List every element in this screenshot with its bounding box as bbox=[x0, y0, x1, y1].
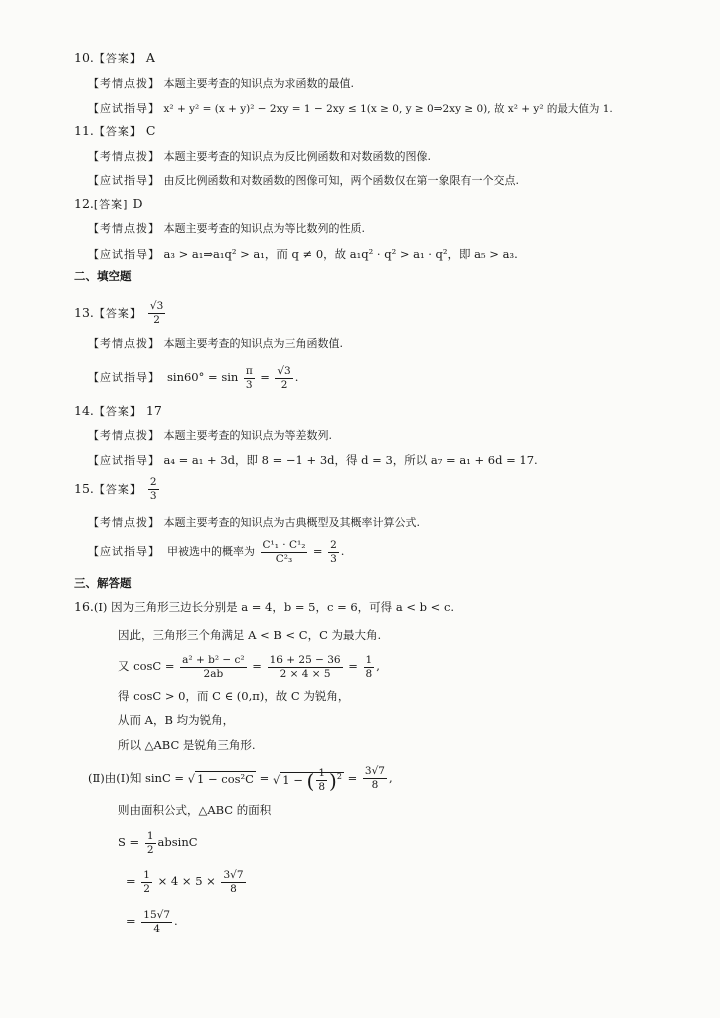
period: . bbox=[174, 914, 178, 928]
solution-text: 由(Ⅰ)知 sinC = bbox=[104, 770, 185, 785]
guide-text: 甲被选中的概率为 bbox=[167, 545, 255, 558]
answer-value: 17 bbox=[145, 403, 162, 418]
fraction-numerator: 2 bbox=[149, 476, 157, 488]
fraction bbox=[244, 365, 255, 392]
q12-kaoqing-line bbox=[88, 221, 365, 237]
section-solution-heading: 三、解答题 bbox=[74, 576, 132, 590]
q10-kaoqing-line bbox=[88, 76, 354, 92]
kaoqing-text: 本题主要考查的知识点为古典概型及其概率计算公式. bbox=[163, 516, 420, 529]
fraction bbox=[316, 767, 327, 794]
fraction bbox=[364, 654, 375, 681]
q12-answer-line bbox=[74, 196, 143, 213]
answer-tag: 【答案】 bbox=[93, 52, 142, 65]
fraction-numerator: 3√7 bbox=[364, 765, 385, 778]
fraction-numerator: 1 bbox=[143, 868, 150, 881]
kaoqing-text: 本题主要考查的知识点为等比数列的性质. bbox=[163, 222, 365, 235]
q16-line-6: 所以 △ABC 是锐角三角形. bbox=[118, 738, 256, 752]
q14-kaoqing-line bbox=[88, 428, 332, 444]
guide-tag: 【应试指导】 bbox=[88, 454, 160, 467]
fraction-numerator: C¹₁ · C¹₂ bbox=[262, 538, 306, 551]
comma: , bbox=[376, 659, 380, 673]
q14-answer-line bbox=[74, 403, 162, 420]
question-number: 13. bbox=[74, 305, 94, 320]
fraction bbox=[328, 539, 339, 566]
radicand bbox=[280, 767, 344, 794]
answer-fraction bbox=[148, 476, 159, 503]
q16-line-5: 从而 A，B 均为锐角， bbox=[118, 713, 235, 727]
solution-text: 又 cosC = bbox=[118, 659, 175, 673]
fraction-denominator: 8 bbox=[230, 882, 237, 895]
left-paren: ( bbox=[306, 768, 315, 793]
q10-guide-line bbox=[88, 101, 613, 117]
solution-text: 因为三角形三边长分别是 a = 4，b = 5，c = 6，可得 a < b < c. bbox=[111, 600, 455, 614]
fraction-denominator: 3 bbox=[330, 552, 337, 565]
answer-tag: 【答案】 bbox=[93, 483, 142, 496]
q11-answer-line bbox=[74, 123, 155, 140]
equals-sign: = bbox=[252, 659, 262, 673]
q15-guide-line bbox=[88, 536, 344, 567]
guide-tag: 【应试指导】 bbox=[88, 102, 160, 115]
kaoqing-text: 本题主要考查的知识点为三角函数值. bbox=[163, 337, 343, 350]
fraction-numerator: √3 bbox=[149, 300, 164, 312]
question-number: 11. bbox=[74, 123, 94, 138]
fraction bbox=[275, 365, 292, 392]
solution-text: absinC bbox=[157, 835, 198, 849]
fraction-numerator: √3 bbox=[277, 364, 291, 377]
guide-tag: 【应试指导】 bbox=[88, 248, 160, 261]
question-number: 16. bbox=[74, 599, 94, 614]
fraction bbox=[268, 654, 343, 681]
kaoqing-tag: 【考情点拨】 bbox=[88, 150, 160, 163]
period: . bbox=[294, 370, 299, 384]
fraction bbox=[145, 830, 156, 857]
kaoqing-tag: 【考情点拨】 bbox=[88, 429, 160, 442]
fraction-numerator: 2 bbox=[330, 538, 337, 551]
equals-sign: = bbox=[348, 659, 358, 673]
kaoqing-text: 本题主要考查的知识点为等差数列. bbox=[163, 429, 332, 442]
fraction-numerator: 16 + 25 − 36 bbox=[269, 653, 341, 666]
question-number: 14. bbox=[74, 403, 94, 418]
equals-sign: = bbox=[126, 874, 136, 888]
guide-tag: 【应试指导】 bbox=[88, 545, 160, 558]
fraction-numerator: 3√7 bbox=[223, 868, 244, 881]
answer-value: C bbox=[145, 123, 156, 138]
fraction-numerator: 1 bbox=[365, 653, 373, 666]
guide-tag: 【应试指导】 bbox=[88, 174, 160, 187]
guide-text: a₄ = a₁ + 3d，即 8 = −1 + 3d，得 d = 3，所以 a₇ = a₁ + 6d = 17. bbox=[163, 453, 538, 467]
q16-line-3 bbox=[118, 651, 380, 681]
fraction-denominator: 3 bbox=[245, 378, 253, 391]
exponent: 2 bbox=[336, 772, 342, 781]
kaoqing-text: 本题主要考查的知识点为反比例函数和对数函数的图像. bbox=[163, 150, 431, 163]
fraction-denominator: 2 × 4 × 5 bbox=[279, 667, 331, 680]
question-number: 10. bbox=[74, 50, 94, 65]
kaoqing-tag: 【考情点拨】 bbox=[88, 222, 160, 235]
fraction-denominator: 2 bbox=[153, 314, 160, 326]
fraction-denominator: 4 bbox=[153, 922, 160, 935]
section-fill-in-heading: 二、填空题 bbox=[74, 269, 132, 283]
guide-text: a₃ > a₁⇒a₁q² > a₁，而 q ≠ 0，故 a₁q² · q² > a₁ · q²，即 a₅ > a₃. bbox=[163, 247, 518, 261]
equals-sign: = bbox=[347, 770, 358, 785]
square-root: √ 1 − cos²C bbox=[187, 771, 254, 786]
equals-sign: = bbox=[312, 544, 323, 558]
fraction-denominator: 8 bbox=[365, 667, 373, 680]
q15-kaoqing-line bbox=[88, 515, 420, 531]
fraction-denominator: 2 bbox=[143, 882, 150, 895]
fraction-numerator: 1 bbox=[146, 829, 154, 842]
q13-answer-line bbox=[74, 298, 167, 329]
q16-line-10 bbox=[126, 866, 248, 896]
solution-text: × 4 × 5 × bbox=[157, 874, 216, 888]
fraction bbox=[180, 654, 246, 681]
answer-value: D bbox=[132, 196, 143, 211]
answer-tag: [答案] bbox=[93, 198, 129, 211]
answer-tag: 【答案】 bbox=[93, 125, 142, 138]
fraction-denominator: C²₃ bbox=[275, 552, 293, 565]
q14-guide-line bbox=[88, 452, 538, 469]
fraction bbox=[363, 765, 387, 792]
guide-tag: 【应试指导】 bbox=[88, 371, 160, 384]
q16-line-1 bbox=[74, 599, 454, 615]
q13-kaoqing-line bbox=[88, 336, 343, 352]
fraction-numerator: 15√7 bbox=[143, 908, 171, 921]
answer-tag: 【答案】 bbox=[93, 405, 142, 418]
answer-value: A bbox=[145, 50, 155, 65]
fraction bbox=[261, 539, 308, 566]
q16-line-4: 得 cosC > 0，而 C ∈ (0,π)，故 C 为锐角， bbox=[118, 689, 350, 703]
equals-sign: = bbox=[260, 370, 270, 384]
comma: , bbox=[388, 770, 393, 785]
kaoqing-tag: 【考情点拨】 bbox=[88, 516, 160, 529]
q16-line-9 bbox=[118, 827, 198, 857]
guide-text: x² + y² = (x + y)² − 2xy = 1 − 2xy ≤ 1(x ≥ 0, y ≥ 0⇒2xy ≥ 0), 故 x² + y² 的最大值为 1. bbox=[163, 103, 613, 115]
equals-sign: = bbox=[126, 914, 136, 928]
q16-line-8: 则由面积公式，△ABC 的面积 bbox=[118, 803, 272, 817]
fraction-numerator: 1 bbox=[318, 767, 326, 780]
part-label: (Ⅰ) bbox=[93, 600, 108, 614]
fraction-denominator: 3 bbox=[149, 490, 157, 502]
kaoqing-tag: 【考情点拨】 bbox=[88, 77, 160, 90]
q16-line-11 bbox=[126, 906, 178, 936]
fraction-numerator: π bbox=[245, 364, 253, 377]
kaoqing-tag: 【考情点拨】 bbox=[88, 337, 160, 350]
answer-fraction bbox=[148, 300, 165, 327]
q16-line-2: 因此，三角形三个角满足 A < B < C，C 为最大角. bbox=[118, 628, 382, 642]
solution-text: S = bbox=[118, 835, 140, 849]
question-number: 15. bbox=[74, 481, 94, 496]
fraction-denominator: 8 bbox=[318, 781, 326, 794]
radicand: 1 − cos²C bbox=[197, 771, 254, 786]
right-paren: ) bbox=[329, 768, 337, 793]
fraction-numerator: a² + b² − c² bbox=[182, 653, 245, 666]
q11-kaoqing-line bbox=[88, 149, 431, 165]
square-root: √ 1 − ( $\frac{1}{8}$ )$^2$ bbox=[272, 767, 342, 794]
guide-text: sin60° = sin bbox=[167, 370, 239, 384]
answer-tag: 【答案】 bbox=[93, 307, 142, 320]
fraction bbox=[141, 869, 152, 896]
fraction bbox=[141, 909, 172, 936]
kaoqing-text: 本题主要考查的知识点为求函数的最值. bbox=[163, 77, 354, 90]
fraction-denominator: 2ab bbox=[203, 667, 224, 680]
guide-text: 由反比例函数和对数函数的图像可知，两个函数仅在第一象限有一个交点. bbox=[163, 174, 519, 187]
q16-line-7 bbox=[88, 762, 393, 796]
q12-guide-line bbox=[88, 246, 518, 263]
q13-guide-line bbox=[88, 362, 298, 393]
q10-answer-line bbox=[74, 50, 155, 67]
radicand-text: 1 − bbox=[282, 772, 303, 787]
period: . bbox=[340, 544, 345, 558]
fraction-denominator: 2 bbox=[146, 843, 154, 856]
fraction-denominator: 8 bbox=[371, 779, 379, 792]
part-label: (Ⅱ) bbox=[88, 770, 105, 785]
question-number: 12. bbox=[74, 196, 94, 211]
equals-sign: = bbox=[259, 770, 270, 785]
fraction bbox=[221, 869, 245, 896]
fraction-denominator: 2 bbox=[280, 378, 288, 391]
q11-guide-line bbox=[88, 173, 519, 189]
q15-answer-line bbox=[74, 474, 161, 505]
